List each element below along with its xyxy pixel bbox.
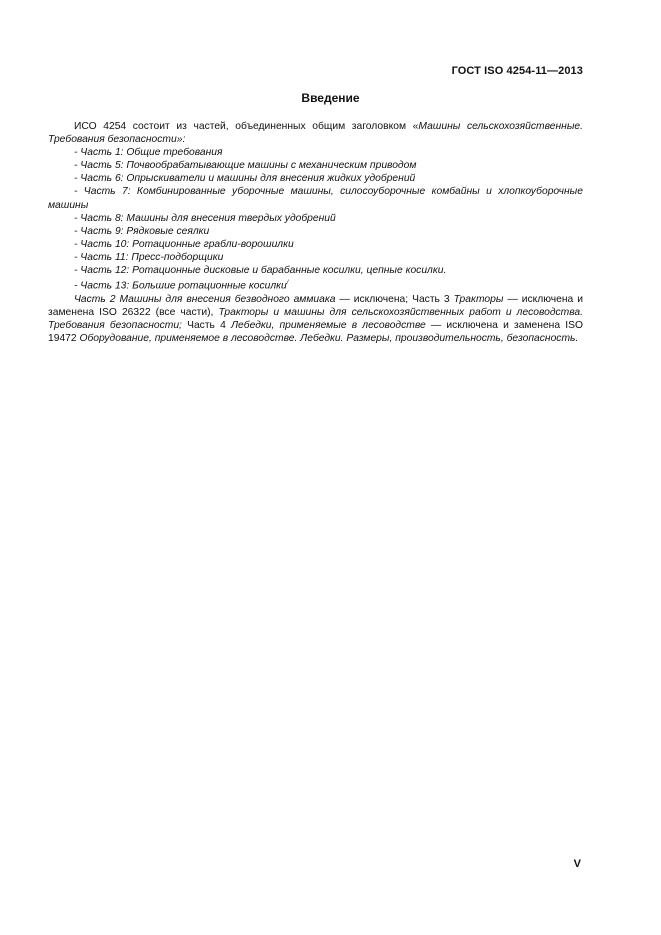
list-item: - Часть 10: Ротационные грабли-ворошилки bbox=[74, 238, 294, 250]
part2-title: Часть 2 Машины для внесения безводного аммиака bbox=[74, 293, 336, 305]
list-item: - Часть 8: Машины для внесения твердых удобрений bbox=[74, 212, 336, 224]
replaced-text-1: — исключена и заменена ISO 26322 (все части), bbox=[48, 293, 583, 318]
document-body bbox=[48, 120, 583, 345]
iso26322-title: Тракторы и машины для сельскохозяйственных работ и лесоводства. Требования безопасности; bbox=[48, 306, 583, 331]
excluded-text: — исключена; Часть 3 bbox=[335, 293, 454, 305]
list-item: - Часть 6: Опрыскиватели и машины для внесения жидких удобрений bbox=[74, 173, 416, 185]
parts-list bbox=[48, 146, 583, 292]
page-title: Введение bbox=[301, 91, 360, 105]
list-item: - Часть 9: Рядковые сеялки bbox=[74, 225, 210, 237]
list-item: - Часть 11: Пресс-подборщики bbox=[74, 251, 224, 263]
list-item bbox=[48, 277, 583, 293]
intro-paragraph bbox=[48, 120, 583, 146]
exclusions-paragraph bbox=[48, 293, 583, 345]
footnote-mark: / bbox=[286, 280, 289, 287]
part4-title: Лебедки, применяемые в лесоводстве bbox=[231, 319, 426, 331]
intro-text: ИСО 4254 состоит из частей, объединенных общим заголовком « bbox=[74, 121, 419, 132]
iso19472-title: Оборудование, применяемое в лесоводстве. Лебедки. Размеры, производительность, безопасность. bbox=[79, 332, 579, 344]
list-item: - Часть 7: Комбинированные уборочные машины, силосоуборочные комбайны и хлопкоуборочные машины bbox=[48, 186, 583, 211]
replaced-text-2: — исключена и заменена ISO 19472 bbox=[48, 319, 583, 344]
list-item: - Часть 12: Ротационные дисковые и барабанные косилки, цепные косилки. bbox=[74, 265, 447, 277]
part3-title: Тракторы bbox=[453, 293, 504, 305]
list-item: - Часть 5: Почвообрабатывающие машины с механическим приводом bbox=[74, 160, 417, 172]
series-title: Машины сельскохозяйственные. Требования безопасности»: bbox=[48, 121, 583, 146]
list-item: - Часть 1: Общие требования bbox=[74, 147, 223, 159]
part4-label: Часть 4 bbox=[181, 319, 231, 331]
standard-code-header: ГОСТ ISO 4254-11—2013 bbox=[451, 65, 583, 77]
list-item-text: - Часть 13: Большие ротационные косилки bbox=[74, 280, 287, 292]
page-number: V bbox=[573, 858, 581, 870]
